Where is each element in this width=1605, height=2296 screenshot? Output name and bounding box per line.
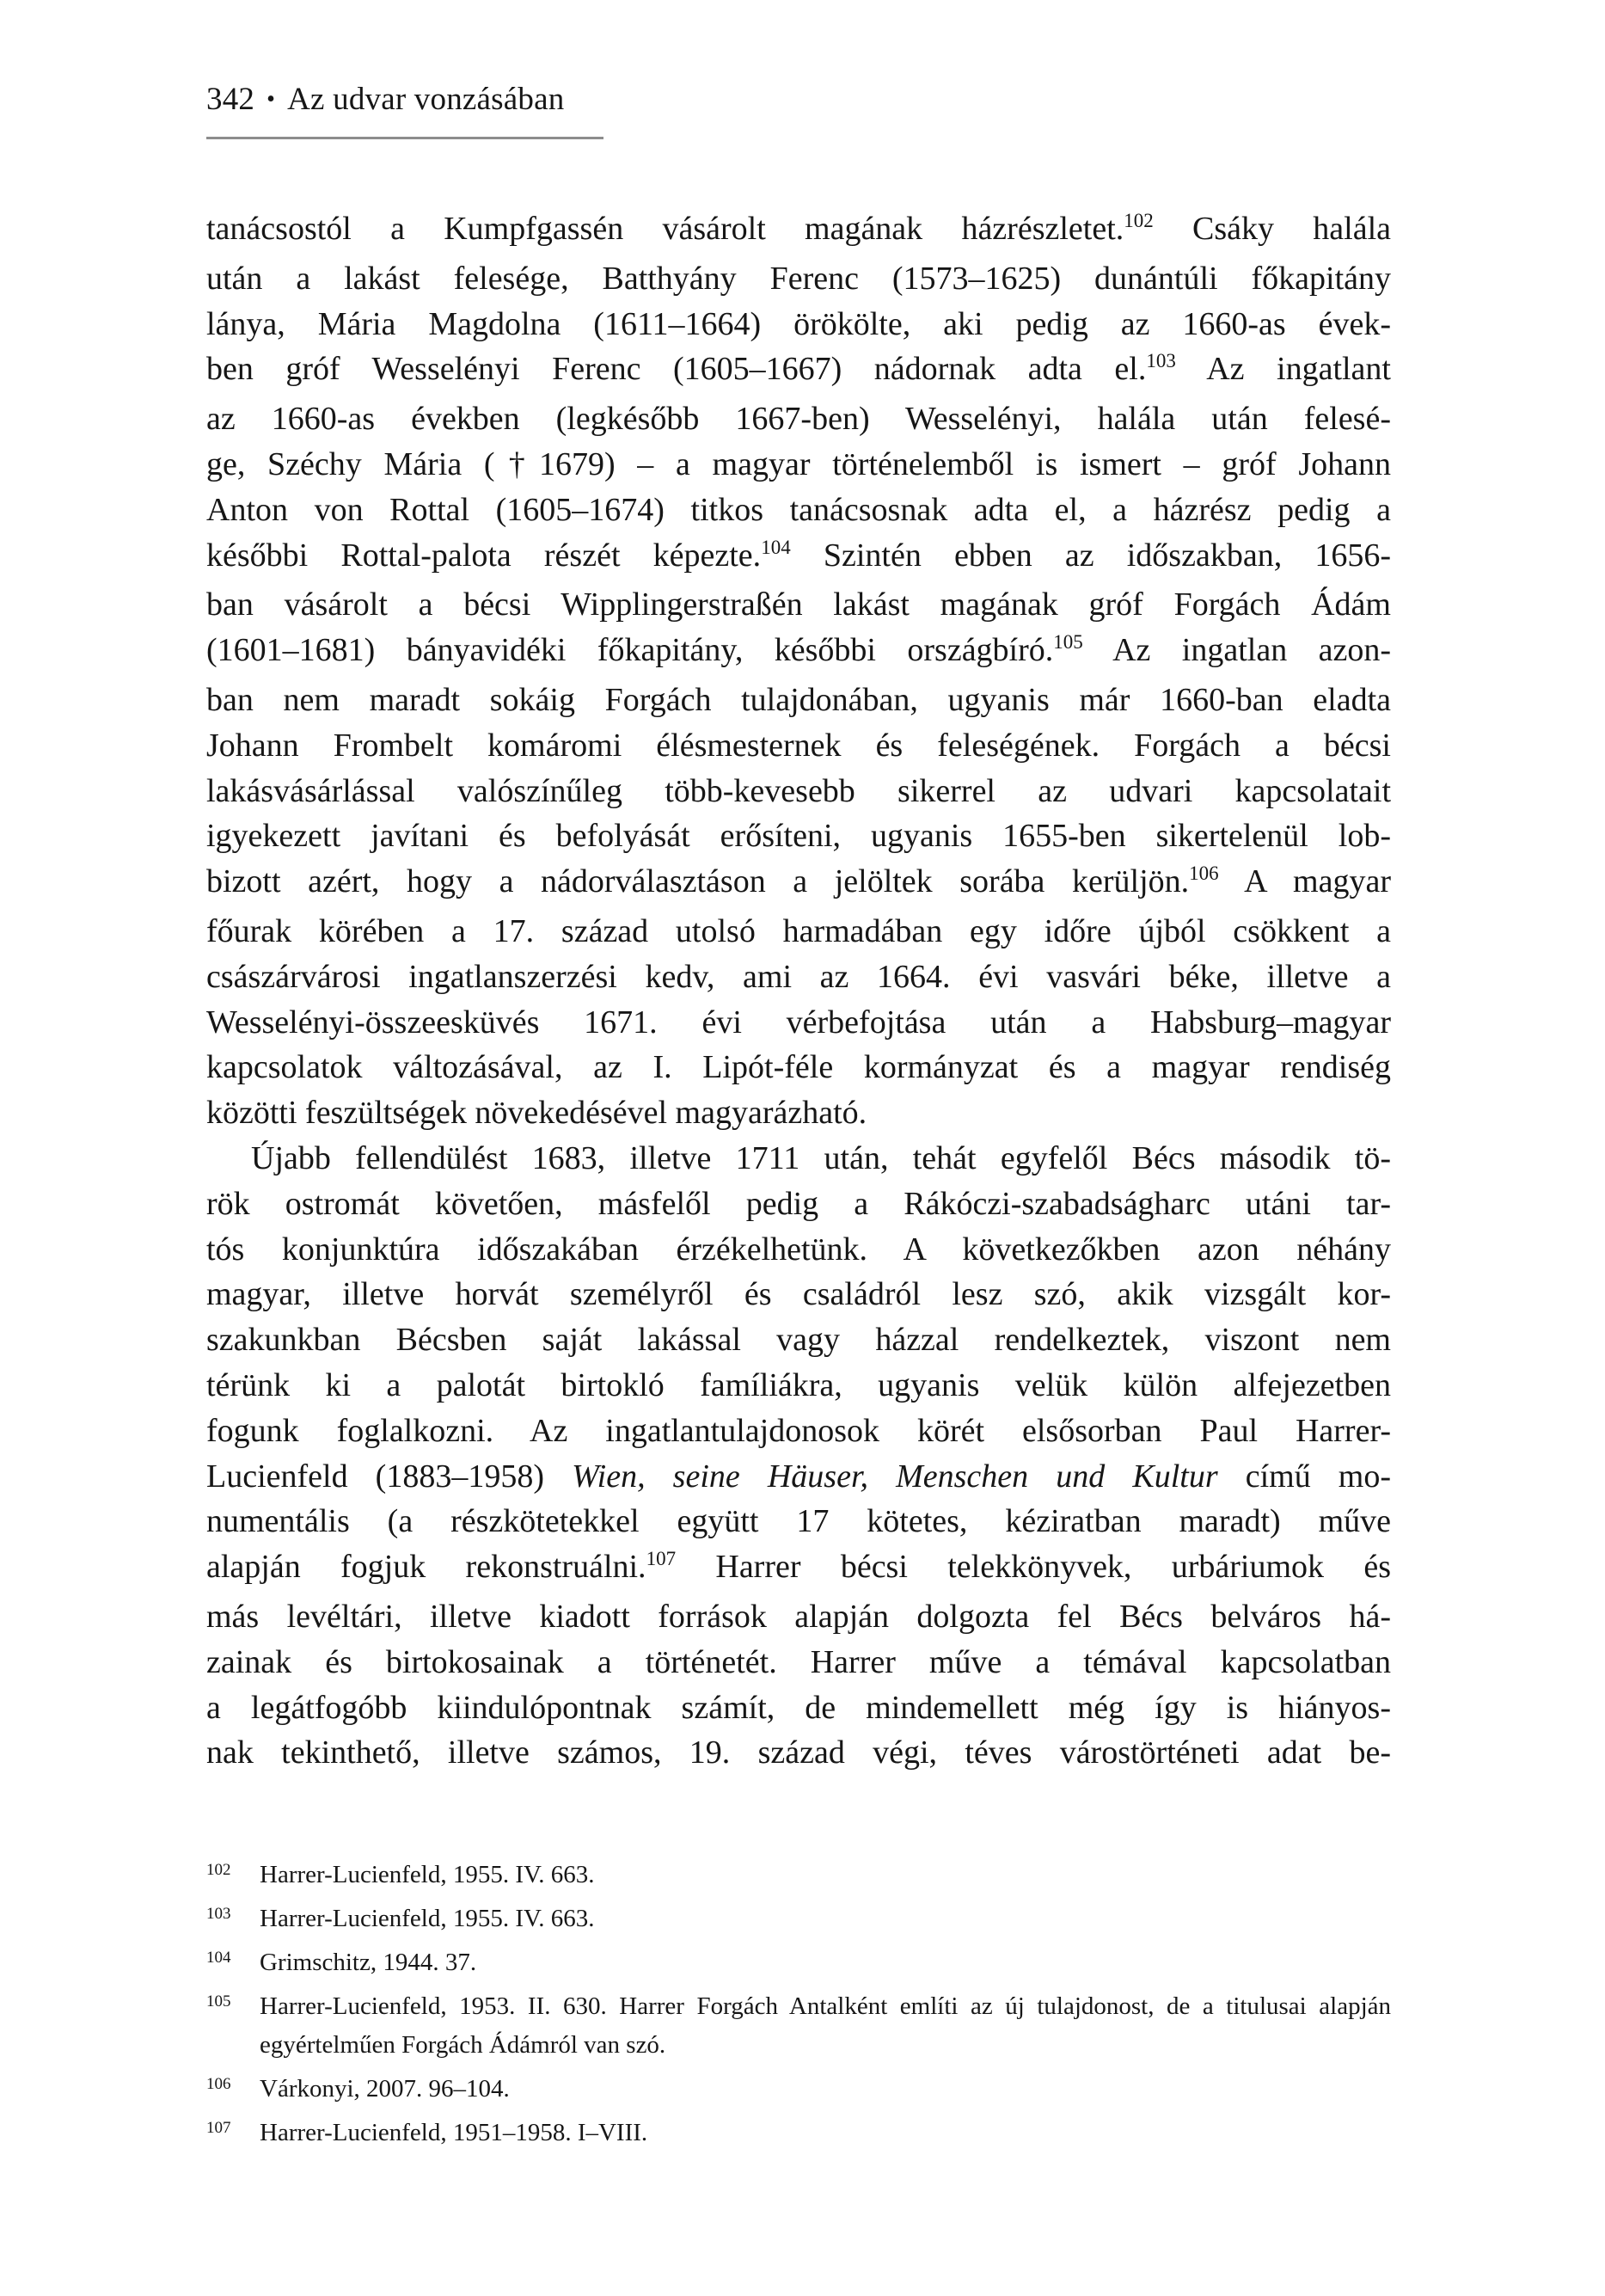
header-rule xyxy=(206,137,603,139)
running-title: Az udvar vonzásában xyxy=(287,82,565,117)
text-segment: nak tekinthető, illetve számos, 19. század végi, téves várostörténeti adat be- xyxy=(206,1734,1391,1771)
body-line xyxy=(206,1363,1391,1409)
text-block xyxy=(206,206,1391,1776)
footnote-text: Harrer-Lucienfeld, 1951–1958. I–VIII. xyxy=(260,2119,648,2146)
text-segment: lakásvásárlással valószínűleg több-kevesebb sikerrel az udvari kapcsolatait xyxy=(206,772,1391,809)
text-segment: ban nem maradt sokáig Forgách tulajdonában, ugyanis már 1660-ban eladta xyxy=(206,681,1391,718)
text-segment: Az ingatlant xyxy=(1175,351,1391,388)
footnote-item xyxy=(206,2065,1391,2109)
text-segment: Csáky halála xyxy=(1153,211,1392,247)
text-segment: magyar, illetve horvát személyről és családról lesz szó, akik vizsgált kor- xyxy=(206,1276,1391,1313)
paragraph xyxy=(206,206,1391,1136)
body-line xyxy=(206,302,1391,347)
body-line xyxy=(206,769,1391,814)
header-bullet-icon: • xyxy=(266,86,276,113)
footnote-number: 102 xyxy=(206,1861,231,1879)
body-line xyxy=(206,533,1391,583)
text-segment: Szintén ebben az időszakban, 1656- xyxy=(790,537,1391,574)
footnote-ref: 107 xyxy=(646,1548,677,1570)
body-line xyxy=(206,1730,1391,1776)
text-segment: szakunkban Bécsben saját lakással vagy házzal rendelkeztek, viszont nem xyxy=(206,1322,1391,1359)
text-segment: Johann Frombelt komáromi élésmesternek és feleségének. Forgách a bécsi xyxy=(206,727,1391,764)
body-line xyxy=(206,256,1391,302)
text-segment: Wien, seine Häuser, Menschen und Kultur xyxy=(572,1458,1218,1495)
footnotes xyxy=(206,1851,1391,2152)
footnote-item xyxy=(206,1982,1391,2065)
text-segment: ben gróf Wesselényi Ferenc (1605–1667) nádornak adta el. xyxy=(206,351,1147,388)
page-header xyxy=(206,81,564,118)
body-line xyxy=(206,678,1391,723)
text-segment: bizott azért, hogy a nádorválasztáson a jelöltek sorába kerüljön. xyxy=(206,863,1190,900)
text-segment: későbbi Rottal-palota részét képezte. xyxy=(206,537,762,574)
body-line xyxy=(206,1544,1391,1594)
text-segment: igyekezett javítani és befolyását erősíteni, ugyanis 1655-ben sikertelenül lob- xyxy=(206,818,1391,855)
footnote-number: 104 xyxy=(206,1949,231,1967)
text-segment: közötti feszültségek növekedésével magyarázható. xyxy=(206,1095,867,1132)
footnote-text: Grimschitz, 1944. 37. xyxy=(260,1949,477,1976)
body-line xyxy=(206,1045,1391,1090)
text-segment: után a lakást felesége, Batthyány Ferenc (1573–1625) dunántúli főkapitány xyxy=(206,260,1391,297)
page-number: 342 xyxy=(206,82,255,117)
footnote-number: 103 xyxy=(206,1905,231,1923)
body-line xyxy=(206,442,1391,488)
text-segment: tanácsostól a Kumpfgassén vásárolt magának házrészletet. xyxy=(206,211,1124,247)
body-line xyxy=(206,1640,1391,1685)
body-line xyxy=(206,1227,1391,1273)
body-line xyxy=(206,206,1391,256)
body-line xyxy=(206,1090,1391,1136)
footnote-number: 107 xyxy=(206,2119,231,2137)
footnote-number: 106 xyxy=(206,2075,231,2093)
text-segment: ge, Széchy Mária (†1679) – a magyar történelemből is ismert – gróf Johann xyxy=(206,445,1391,482)
footnote-item xyxy=(206,1851,1391,1894)
text-segment: (1601–1681) bányavidéki főkapitány, későbbi országbíró. xyxy=(206,632,1054,669)
footnote-text: Harrer-Lucienfeld, 1955. IV. 663. xyxy=(260,1861,595,1888)
text-segment: alapján fogjuk rekonstruálni. xyxy=(206,1549,646,1586)
body-line xyxy=(206,1317,1391,1363)
body-line xyxy=(206,488,1391,533)
footnote-ref: 106 xyxy=(1189,863,1219,885)
text-segment: rök ostromát követően, másfelől pedig a Rákóczi-szabadságharc utáni tar- xyxy=(206,1185,1391,1222)
text-segment: című mo- xyxy=(1217,1458,1391,1495)
text-segment: numentális (a részkötetekkel együtt 17 kötetes, kéziratban maradt) műve xyxy=(206,1503,1391,1540)
text-segment: császárvárosi ingatlanszerzési kedv, ami az 1664. évi vasvári béke, illetve a xyxy=(206,958,1391,995)
body-line xyxy=(206,582,1391,628)
text-segment: A magyar xyxy=(1218,863,1391,900)
text-segment: kapcsolatok változásával, az I. Lipót-féle kormányzat és a magyar rendiség xyxy=(206,1049,1391,1086)
text-segment: térünk ki a palotát birtokló famíliákra, ugyanis velük külön alfejezetben xyxy=(206,1366,1391,1403)
body-line xyxy=(206,347,1391,396)
footnote-text: Várkonyi, 2007. 96–104. xyxy=(260,2075,510,2103)
footnote-text: Harrer-Lucienfeld, 1955. IV. 663. xyxy=(260,1905,595,1932)
text-segment: Újabb fellendülést 1683, illetve 1711 után, tehát egyfelől Bécs második tö- xyxy=(251,1139,1391,1176)
body-line xyxy=(206,723,1391,769)
body-line xyxy=(206,1182,1391,1227)
text-segment: lánya, Mária Magdolna (1611–1664) örökölte, aki pedig az 1660-as évek- xyxy=(206,305,1391,342)
body-line xyxy=(206,1685,1391,1731)
text-segment: zainak és birtokosainak a történetét. Harrer műve a témával kapcsolatban xyxy=(206,1643,1391,1680)
body-line xyxy=(206,1136,1391,1182)
text-segment: Harrer bécsi telekkönyvek, urbáriumok és xyxy=(676,1549,1391,1586)
body-line xyxy=(206,909,1391,955)
body-line xyxy=(206,628,1391,678)
footnote-ref: 102 xyxy=(1124,210,1154,231)
body-line xyxy=(206,859,1391,909)
text-segment: más levéltári, illetve kiadott források alapján dolgozta fel Bécs belváros há- xyxy=(206,1598,1391,1635)
text-segment: tós konjunktúra időszakában érzékelhetünk. A következőkben azon néhány xyxy=(206,1231,1391,1268)
body-line xyxy=(206,955,1391,1000)
body-line xyxy=(206,1409,1391,1454)
footnote-number: 105 xyxy=(206,1992,231,2011)
body-line xyxy=(206,1454,1391,1500)
body-line xyxy=(206,1000,1391,1046)
footnote-ref: 104 xyxy=(761,536,791,558)
footnote-text: Harrer-Lucienfeld, 1953. II. 630. Harrer Forgách Antalként említi az új tulajdonost, de a titulusai alapján egyértelműen Forgách Ádámról van szó. xyxy=(260,1992,1391,2059)
footnote-item xyxy=(206,1894,1391,1938)
paragraph xyxy=(206,1136,1391,1776)
footnote-item xyxy=(206,2109,1391,2152)
text-segment: Lucienfeld (1883–1958) xyxy=(206,1458,573,1495)
body-line xyxy=(206,396,1391,442)
text-segment: az 1660-as években (legkésőbb 1667-ben) Wesselényi, halála után felesé- xyxy=(206,401,1391,438)
text-segment: Az ingatlan azon- xyxy=(1082,632,1391,669)
text-segment: Anton von Rottal (1605–1674) titkos tanácsosnak adta el, a házrész pedig a xyxy=(206,491,1391,528)
body-line xyxy=(206,813,1391,859)
text-segment: ban vásárolt a bécsi Wipplingerstraßén lakást magának gróf Forgách Ádám xyxy=(206,586,1391,623)
body-line xyxy=(206,1499,1391,1544)
text-segment: főurak körében a 17. század utolsó harmadában egy időre újból csökkent a xyxy=(206,912,1391,949)
body-line xyxy=(206,1272,1391,1317)
footnote-item xyxy=(206,1938,1391,1982)
footnote-ref: 103 xyxy=(1146,350,1176,372)
text-segment: a legátfogóbb kiindulópontnak számít, de mindemellett még így is hiányos- xyxy=(206,1689,1391,1726)
text-segment: fogunk foglalkozni. Az ingatlantulajdonosok körét elsősorban Paul Harrer- xyxy=(206,1412,1391,1449)
footnote-ref: 105 xyxy=(1053,631,1083,654)
text-segment: Wesselényi-összeesküvés 1671. évi vérbefojtása után a Habsburg–magyar xyxy=(206,1004,1391,1041)
body-line xyxy=(206,1594,1391,1640)
